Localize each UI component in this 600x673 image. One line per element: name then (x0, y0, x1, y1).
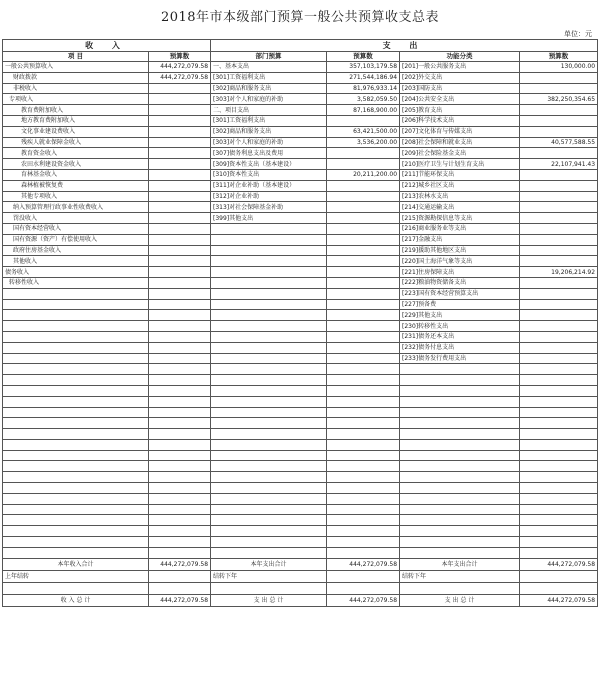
table-row (3, 148, 598, 159)
income-item-cell: 专项收入 (3, 94, 149, 105)
dept-budget-cell (327, 288, 400, 299)
dept-budget-cell (327, 256, 400, 267)
empty-row (3, 364, 598, 375)
dept-total-value: 444,272,079.58 (327, 558, 400, 570)
grand-total-row (3, 594, 598, 606)
dept-item-cell: [301]工资福利支出 (211, 115, 327, 126)
dept-total-label: 本年支出合计 (211, 558, 327, 570)
income-item-cell: 一般公共预算收入 (3, 62, 149, 73)
table-row (3, 83, 598, 94)
table-row (3, 288, 598, 299)
dept-item-cell: [303]对个人和家庭的补助 (211, 94, 327, 105)
func-item-cell: [209]社会保险基金支出 (400, 148, 520, 159)
col-header-budget: 预算数 (149, 52, 211, 62)
dept-item-cell: [310]资本性支出 (211, 169, 327, 180)
empty-row (3, 526, 598, 537)
income-budget-cell (149, 321, 211, 332)
func-budget-cell (520, 277, 598, 288)
income-item-cell (3, 288, 149, 299)
income-item-cell: 纳入预算管理行政事业性收费收入 (3, 202, 149, 213)
income-total-value: 444,272,079.58 (149, 558, 211, 570)
income-budget-cell (149, 126, 211, 137)
func-budget-cell (520, 148, 598, 159)
func-budget-cell (520, 353, 598, 364)
func-item-cell: [202]外交支出 (400, 72, 520, 83)
income-budget-cell (149, 202, 211, 213)
income-budget-cell (149, 342, 211, 353)
dept-budget-cell: 3,582,059.50 (327, 94, 400, 105)
table-row (3, 94, 598, 105)
carry-in-label: 上年结转 (3, 570, 149, 582)
dept-item-cell (211, 288, 327, 299)
income-budget-cell (149, 256, 211, 267)
func-item-cell: [214]交通运输支出 (400, 202, 520, 213)
table-row (3, 202, 598, 213)
func-budget-cell (520, 213, 598, 224)
empty-row (3, 515, 598, 526)
carry-row (3, 570, 598, 582)
func-item-cell: [210]医疗卫生与计划生育支出 (400, 159, 520, 170)
col-header-func: 功能分类 (400, 52, 520, 62)
grand-func-label: 支 出 总 计 (400, 594, 520, 606)
income-item-cell: 文化事业建设费收入 (3, 126, 149, 137)
func-budget-cell (520, 180, 598, 191)
func-budget-cell (520, 256, 598, 267)
income-item-cell: 罚没收入 (3, 213, 149, 224)
func-budget-cell (520, 223, 598, 234)
dept-budget-cell (327, 267, 400, 278)
dept-budget-cell (327, 342, 400, 353)
dept-budget-cell (327, 223, 400, 234)
income-budget-cell (149, 245, 211, 256)
func-budget-cell (520, 115, 598, 126)
carry-out-label: 结转下年 (211, 570, 327, 582)
func-total-label: 本年支出合计 (400, 558, 520, 570)
empty-row (3, 483, 598, 494)
func-budget-cell (520, 202, 598, 213)
dept-item-cell (211, 234, 327, 245)
func-item-cell: [206]科学技术支出 (400, 115, 520, 126)
dept-budget-cell (327, 353, 400, 364)
dept-item-cell (211, 223, 327, 234)
empty-row (3, 385, 598, 396)
dept-item-cell: [302]商品和服务支出 (211, 126, 327, 137)
dept-budget-cell (327, 234, 400, 245)
dept-item-cell (211, 342, 327, 353)
empty-row (3, 450, 598, 461)
page-title: 2018年市本级部门预算一般公共预算收支总表 (160, 10, 440, 25)
func-budget-cell (520, 126, 598, 137)
income-budget-cell (149, 148, 211, 159)
col-header-budget: 预算数 (520, 52, 598, 62)
income-budget-cell (149, 159, 211, 170)
table-row (3, 342, 598, 353)
func-item-cell: [212]城乡社区支出 (400, 180, 520, 191)
table-row (3, 72, 598, 83)
func-item-cell: [211]节能环保支出 (400, 169, 520, 180)
table-row (3, 62, 598, 73)
col-header-item: 项 目 (3, 52, 149, 62)
income-item-cell: 其他收入 (3, 256, 149, 267)
table-row (3, 105, 598, 116)
income-budget-cell (149, 180, 211, 191)
expenditure-section-header: 支 出 (211, 40, 598, 52)
dept-item-cell (211, 321, 327, 332)
func-budget-cell: 40,577,588.55 (520, 137, 598, 148)
dept-item-cell (211, 267, 327, 278)
dept-budget-cell (327, 159, 400, 170)
empty-row (3, 418, 598, 429)
income-budget-cell (149, 277, 211, 288)
func-item-cell: [232]债务付息支出 (400, 342, 520, 353)
dept-budget-cell: 357,103,179.58 (327, 62, 400, 73)
table-row (3, 234, 598, 245)
table-row (3, 115, 598, 126)
table-row (3, 180, 598, 191)
dept-item-cell: [301]工资福利支出 (211, 72, 327, 83)
func-item-cell: [217]金融支出 (400, 234, 520, 245)
carry-out-label: 结转下年 (400, 570, 520, 582)
dept-item-cell (211, 310, 327, 321)
dept-budget-cell: 271,544,186.94 (327, 72, 400, 83)
func-budget-cell (520, 342, 598, 353)
dept-budget-cell: 81,976,933.14 (327, 83, 400, 94)
func-item-cell: [201]一般公共服务支出 (400, 62, 520, 73)
dept-budget-cell (327, 310, 400, 321)
func-item-cell: [213]农林水支出 (400, 191, 520, 202)
dept-item-cell: [312]对企业补助 (211, 191, 327, 202)
dept-item-cell: [311]对企业补助（基本建设） (211, 180, 327, 191)
empty-row (3, 504, 598, 515)
func-item-cell: [204]公共安全支出 (400, 94, 520, 105)
income-item-cell: 教育费附加收入 (3, 105, 149, 116)
income-budget-cell (149, 267, 211, 278)
dept-budget-cell (327, 180, 400, 191)
func-item-cell: [208]社会保障和就业支出 (400, 137, 520, 148)
income-item-cell (3, 310, 149, 321)
func-item-cell: [221]住房保障支出 (400, 267, 520, 278)
func-item-cell: [220]国土海洋气象等支出 (400, 256, 520, 267)
income-budget-cell: 444,272,079.58 (149, 72, 211, 83)
dept-item-cell: [309]资本性支出（基本建设） (211, 159, 327, 170)
dept-item-cell: [399]其他支出 (211, 213, 327, 224)
dept-item-cell: [307]债务利息支出及费用 (211, 148, 327, 159)
dept-item-cell (211, 299, 327, 310)
income-item-cell: 育林基金收入 (3, 169, 149, 180)
func-budget-cell (520, 191, 598, 202)
dept-budget-cell (327, 148, 400, 159)
year-total-row (3, 558, 598, 570)
empty-row (3, 537, 598, 548)
empty-row (3, 375, 598, 386)
income-item-cell: 其他专项收入 (3, 191, 149, 202)
dept-budget-cell: 20,211,200.00 (327, 169, 400, 180)
income-budget-cell (149, 213, 211, 224)
empty-row (3, 461, 598, 472)
dept-budget-cell: 87,168,900.00 (327, 105, 400, 116)
func-item-cell: [207]文化体育与传媒支出 (400, 126, 520, 137)
income-budget-cell (149, 223, 211, 234)
func-budget-cell (520, 321, 598, 332)
table-row (3, 256, 598, 267)
table-row (3, 331, 598, 342)
func-item-cell: [223]国有资本经营预算支出 (400, 288, 520, 299)
table-row (3, 137, 598, 148)
dept-item-cell (211, 245, 327, 256)
income-item-cell: 转移性收入 (3, 277, 149, 288)
income-item-cell: 农田水利建设资金收入 (3, 159, 149, 170)
empty-row (3, 493, 598, 504)
func-budget-cell: 382,250,354.65 (520, 94, 598, 105)
blank-row (3, 582, 598, 594)
income-item-cell: 国有资本经营收入 (3, 223, 149, 234)
income-budget-cell (149, 94, 211, 105)
func-budget-cell (520, 234, 598, 245)
income-budget-cell (149, 105, 211, 116)
dept-budget-cell (327, 115, 400, 126)
budget-table (2, 39, 598, 607)
func-item-cell: [230]转移性支出 (400, 321, 520, 332)
func-item-cell: [216]商业服务业等支出 (400, 223, 520, 234)
col-header-budget: 预算数 (327, 52, 400, 62)
dept-budget-cell (327, 213, 400, 224)
dept-budget-cell (327, 299, 400, 310)
func-item-cell: [219]援助其他地区支出 (400, 245, 520, 256)
func-budget-cell (520, 245, 598, 256)
grand-dept-value: 444,272,079.58 (327, 594, 400, 606)
income-item-cell: 财政拨款 (3, 72, 149, 83)
func-budget-cell (520, 72, 598, 83)
dept-item-cell: [302]商品和服务支出 (211, 83, 327, 94)
dept-budget-cell (327, 202, 400, 213)
func-budget-cell (520, 288, 598, 299)
income-budget-cell (149, 137, 211, 148)
income-item-cell (3, 321, 149, 332)
func-budget-cell (520, 310, 598, 321)
income-budget-cell (149, 169, 211, 180)
income-budget-cell (149, 115, 211, 126)
table-row (3, 159, 598, 170)
func-budget-cell (520, 299, 598, 310)
dept-budget-cell (327, 277, 400, 288)
income-budget-cell: 444,272,079.58 (149, 62, 211, 73)
func-budget-cell (520, 169, 598, 180)
func-item-cell: [222]粮油物资储备支出 (400, 277, 520, 288)
income-item-cell: 非税收入 (3, 83, 149, 94)
income-item-cell: 债务收入 (3, 267, 149, 278)
table-row (3, 245, 598, 256)
dept-budget-cell (327, 321, 400, 332)
dept-item-cell: 一、基本支出 (211, 62, 327, 73)
income-budget-cell (149, 83, 211, 94)
income-budget-cell (149, 299, 211, 310)
income-budget-cell (149, 353, 211, 364)
dept-item-cell (211, 256, 327, 267)
func-budget-cell: 19,206,214.92 (520, 267, 598, 278)
grand-income-value: 444,272,079.58 (149, 594, 211, 606)
dept-budget-cell: 3,536,200.00 (327, 137, 400, 148)
income-budget-cell (149, 310, 211, 321)
empty-row (3, 407, 598, 418)
func-budget-cell (520, 83, 598, 94)
income-item-cell (3, 299, 149, 310)
dept-budget-cell (327, 331, 400, 342)
func-budget-cell: 130,000.00 (520, 62, 598, 73)
dept-item-cell (211, 331, 327, 342)
table-row (3, 353, 598, 364)
empty-row (3, 547, 598, 558)
empty-row (3, 396, 598, 407)
unit-label: 单位：元 (564, 30, 592, 38)
income-section-header: 收 入 (3, 40, 211, 52)
table-row (3, 169, 598, 180)
func-budget-cell (520, 105, 598, 116)
income-budget-cell (149, 234, 211, 245)
empty-row (3, 429, 598, 440)
dept-item-cell (211, 353, 327, 364)
dept-item-cell (211, 277, 327, 288)
income-item-cell: 森林植被恢复费 (3, 180, 149, 191)
dept-item-cell: [313]对社会保障基金补助 (211, 202, 327, 213)
grand-dept-label: 支 出 总 计 (211, 594, 327, 606)
table-row (3, 277, 598, 288)
func-item-cell: [231]债务还本支出 (400, 331, 520, 342)
func-total-value: 444,272,079.58 (520, 558, 598, 570)
col-header-dept: 部门预算 (211, 52, 327, 62)
dept-item-cell: [303]对个人和家庭的补助 (211, 137, 327, 148)
income-item-cell: 国有资源（资产）有偿使用收入 (3, 234, 149, 245)
dept-budget-cell (327, 191, 400, 202)
table-row (3, 299, 598, 310)
table-row (3, 126, 598, 137)
income-item-cell (3, 353, 149, 364)
func-budget-cell (520, 331, 598, 342)
section-header-row (3, 40, 598, 52)
dept-budget-cell: 63,421,500.00 (327, 126, 400, 137)
income-total-label: 本年收入合计 (3, 558, 149, 570)
func-item-cell: [205]教育支出 (400, 105, 520, 116)
income-budget-cell (149, 191, 211, 202)
func-item-cell: [203]国防支出 (400, 83, 520, 94)
func-item-cell: [227]预备费 (400, 299, 520, 310)
income-item-cell: 地方教育费附加收入 (3, 115, 149, 126)
table-row (3, 191, 598, 202)
table-row (3, 267, 598, 278)
income-item-cell: 残疾人就业保障金收入 (3, 137, 149, 148)
func-item-cell: [215]资源勘探信息等支出 (400, 213, 520, 224)
empty-row (3, 439, 598, 450)
table-row (3, 223, 598, 234)
func-item-cell: [233]债务发行费用支出 (400, 353, 520, 364)
empty-row (3, 472, 598, 483)
income-item-cell (3, 331, 149, 342)
income-budget-cell (149, 331, 211, 342)
income-item-cell: 政府住房基金收入 (3, 245, 149, 256)
grand-func-value: 444,272,079.58 (520, 594, 598, 606)
dept-budget-cell (327, 245, 400, 256)
income-item-cell: 教育资金收入 (3, 148, 149, 159)
income-item-cell (3, 342, 149, 353)
table-row (3, 321, 598, 332)
grand-income-label: 收 入 总 计 (3, 594, 149, 606)
func-budget-cell: 22,107,941.43 (520, 159, 598, 170)
table-row (3, 213, 598, 224)
income-budget-cell (149, 288, 211, 299)
column-header-row (3, 52, 598, 62)
func-item-cell: [229]其他支出 (400, 310, 520, 321)
dept-item-cell: 二、项目支出 (211, 105, 327, 116)
table-row (3, 310, 598, 321)
